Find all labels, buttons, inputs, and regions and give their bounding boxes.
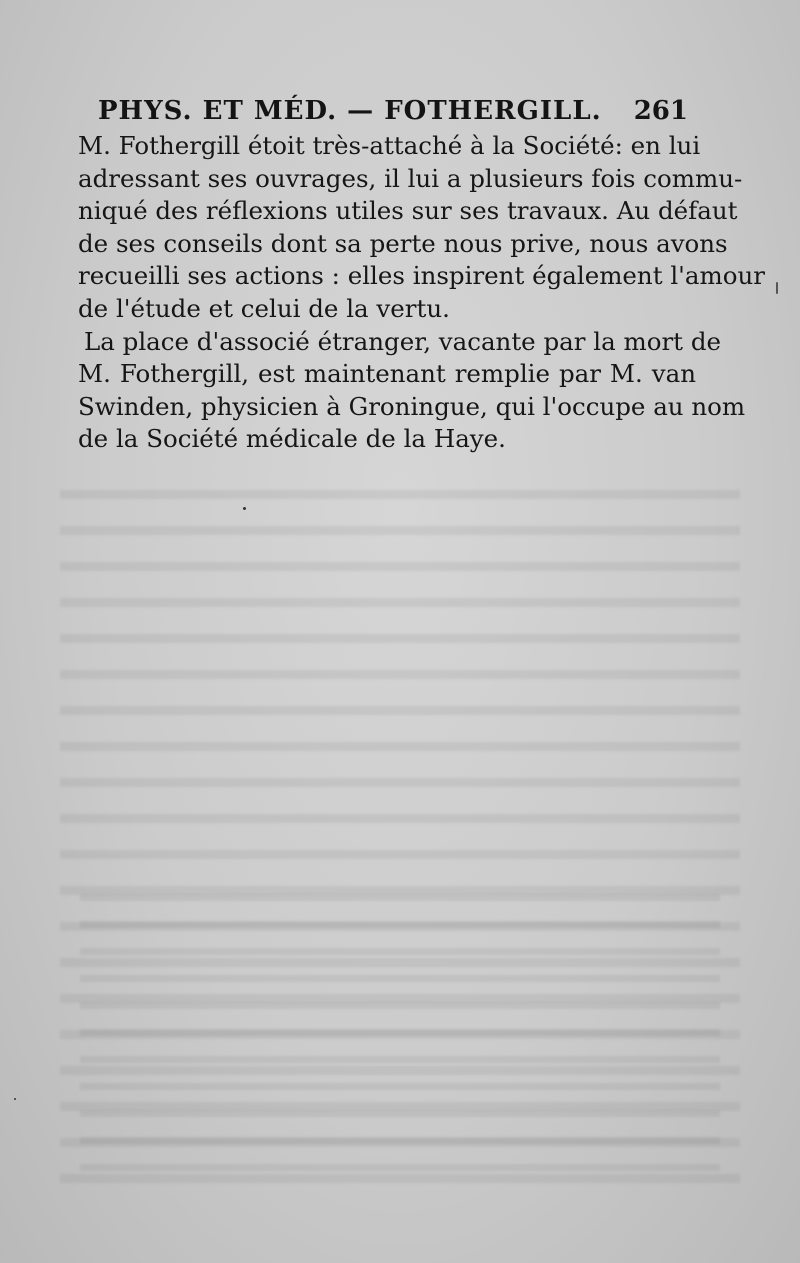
text-line: de la Société médicale de la Haye. bbox=[78, 424, 506, 454]
text-line: de ses conseils dont sa perte nous prive, nous avons bbox=[78, 228, 728, 258]
ink-speck bbox=[243, 507, 246, 510]
text-line: La place d'associé étranger, vacante par la mort de bbox=[84, 326, 721, 356]
text-line: adressant ses ouvrages, il lui a plusieurs fois commu- bbox=[78, 163, 743, 193]
page-number: 261 bbox=[633, 96, 688, 126]
body-text bbox=[56, 130, 765, 456]
ink-speck bbox=[776, 282, 778, 294]
text-line: de l'étude et celui de la vertu. bbox=[78, 293, 450, 323]
paragraph-1 bbox=[56, 130, 765, 326]
text-line: M. Fothergill étoit très-attaché à la Société: en lui bbox=[78, 131, 701, 160]
text-line: Swinden, physicien à Groningue, qui l'occupe au nom bbox=[78, 391, 746, 421]
running-title: PHYS. ET MÉD. — FOTHERGILL. bbox=[98, 96, 602, 126]
text-line: recueilli ses actions : elles inspirent également l'amour bbox=[78, 261, 765, 291]
ink-speck bbox=[14, 1098, 16, 1100]
verso-bleed-through-footnotes bbox=[80, 880, 720, 1180]
text-line: niqué des réflexions utiles sur ses travaux. Au défaut bbox=[78, 196, 738, 226]
paragraph-2 bbox=[56, 326, 746, 456]
text-line: M. Fothergill, est maintenant remplie par M. van bbox=[78, 359, 696, 389]
